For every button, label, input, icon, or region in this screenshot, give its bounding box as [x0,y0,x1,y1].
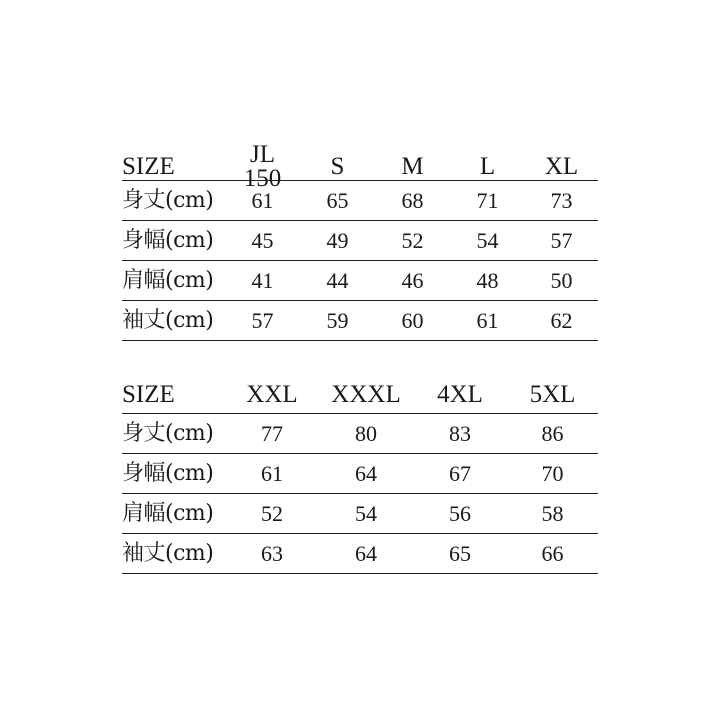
size-header-xxl: XXL [246,381,298,408]
size-header-jl150 [225,137,300,191]
size-header-5xl: 5XL [529,381,576,408]
table-cell: 50 [550,267,573,293]
table-cell: 59 [326,307,349,333]
table-cell: 57 [550,227,573,253]
size-header-4xl: 4XL [437,381,483,408]
table-cell: 68 [401,187,424,213]
table-cell: 54 [355,500,377,526]
table-row-body-width [122,454,598,494]
table-row-sleeve-length [122,534,598,574]
size-header-xl: XL [544,153,579,181]
table-cell: 64 [355,540,377,566]
table-row-shoulder-width [122,261,598,301]
table-row-body-length [122,414,598,454]
table-row-body-width [122,221,598,261]
table-cell: 77 [261,420,283,446]
size-header-m: M [401,153,424,181]
table-cell: 67 [449,460,471,486]
table-cell: 70 [541,460,564,486]
size-header-150: 150 [243,164,282,192]
table-row-body-length [122,181,598,221]
table-cell: 58 [541,500,564,526]
table-row-sleeve-length [122,301,598,341]
row-label: 身幅(cm) [122,460,214,486]
table-cell: 86 [541,420,564,446]
table-cell: 61 [251,187,274,213]
size-header-l: L [479,153,496,181]
table-cell: 56 [449,500,471,526]
table-cell: 48 [476,267,499,293]
table-cell: 65 [449,540,471,566]
row-label: 肩幅(cm) [122,267,214,293]
table-cell: 45 [251,227,274,253]
table-cell: 80 [355,420,377,446]
table-cell: 60 [401,307,424,333]
row-label: 身丈(cm) [122,187,214,213]
table-cell: 71 [476,187,499,213]
table-cell: 52 [401,227,424,253]
table-header-row [122,137,598,192]
table-cell: 66 [541,540,564,566]
row-label: 身丈(cm) [122,420,214,446]
table-cell: 65 [326,187,349,213]
row-label: 袖丈(cm) [122,540,214,566]
table-cell: 62 [550,307,573,333]
size-header-jl: JL [250,141,275,168]
size-table-1 [122,137,598,341]
table-cell: 61 [476,307,499,333]
table-cell: 52 [261,500,283,526]
table-cell: 54 [476,227,499,253]
table-cell: 64 [355,460,377,486]
table-cell: 61 [261,460,283,486]
size-header-label: SIZE [122,153,175,181]
table-cell: 57 [251,307,274,333]
table-cell: 83 [449,420,471,446]
table-cell: 41 [251,267,274,293]
size-header-xxxl: XXXL [331,381,401,408]
row-label: 袖丈(cm) [122,307,214,333]
size-header-s: S [330,153,345,181]
row-label: 身幅(cm) [122,227,214,253]
table-cell: 49 [326,227,349,253]
table-cell: 73 [550,187,573,213]
row-label: 肩幅(cm) [122,500,214,526]
size-header-label: SIZE [122,381,175,408]
table-cell: 46 [401,267,424,293]
size-table-2 [122,370,598,574]
table-header-row [122,370,598,414]
table-cell: 63 [261,540,283,566]
table-cell: 44 [326,267,349,293]
table-row-shoulder-width [122,494,598,534]
